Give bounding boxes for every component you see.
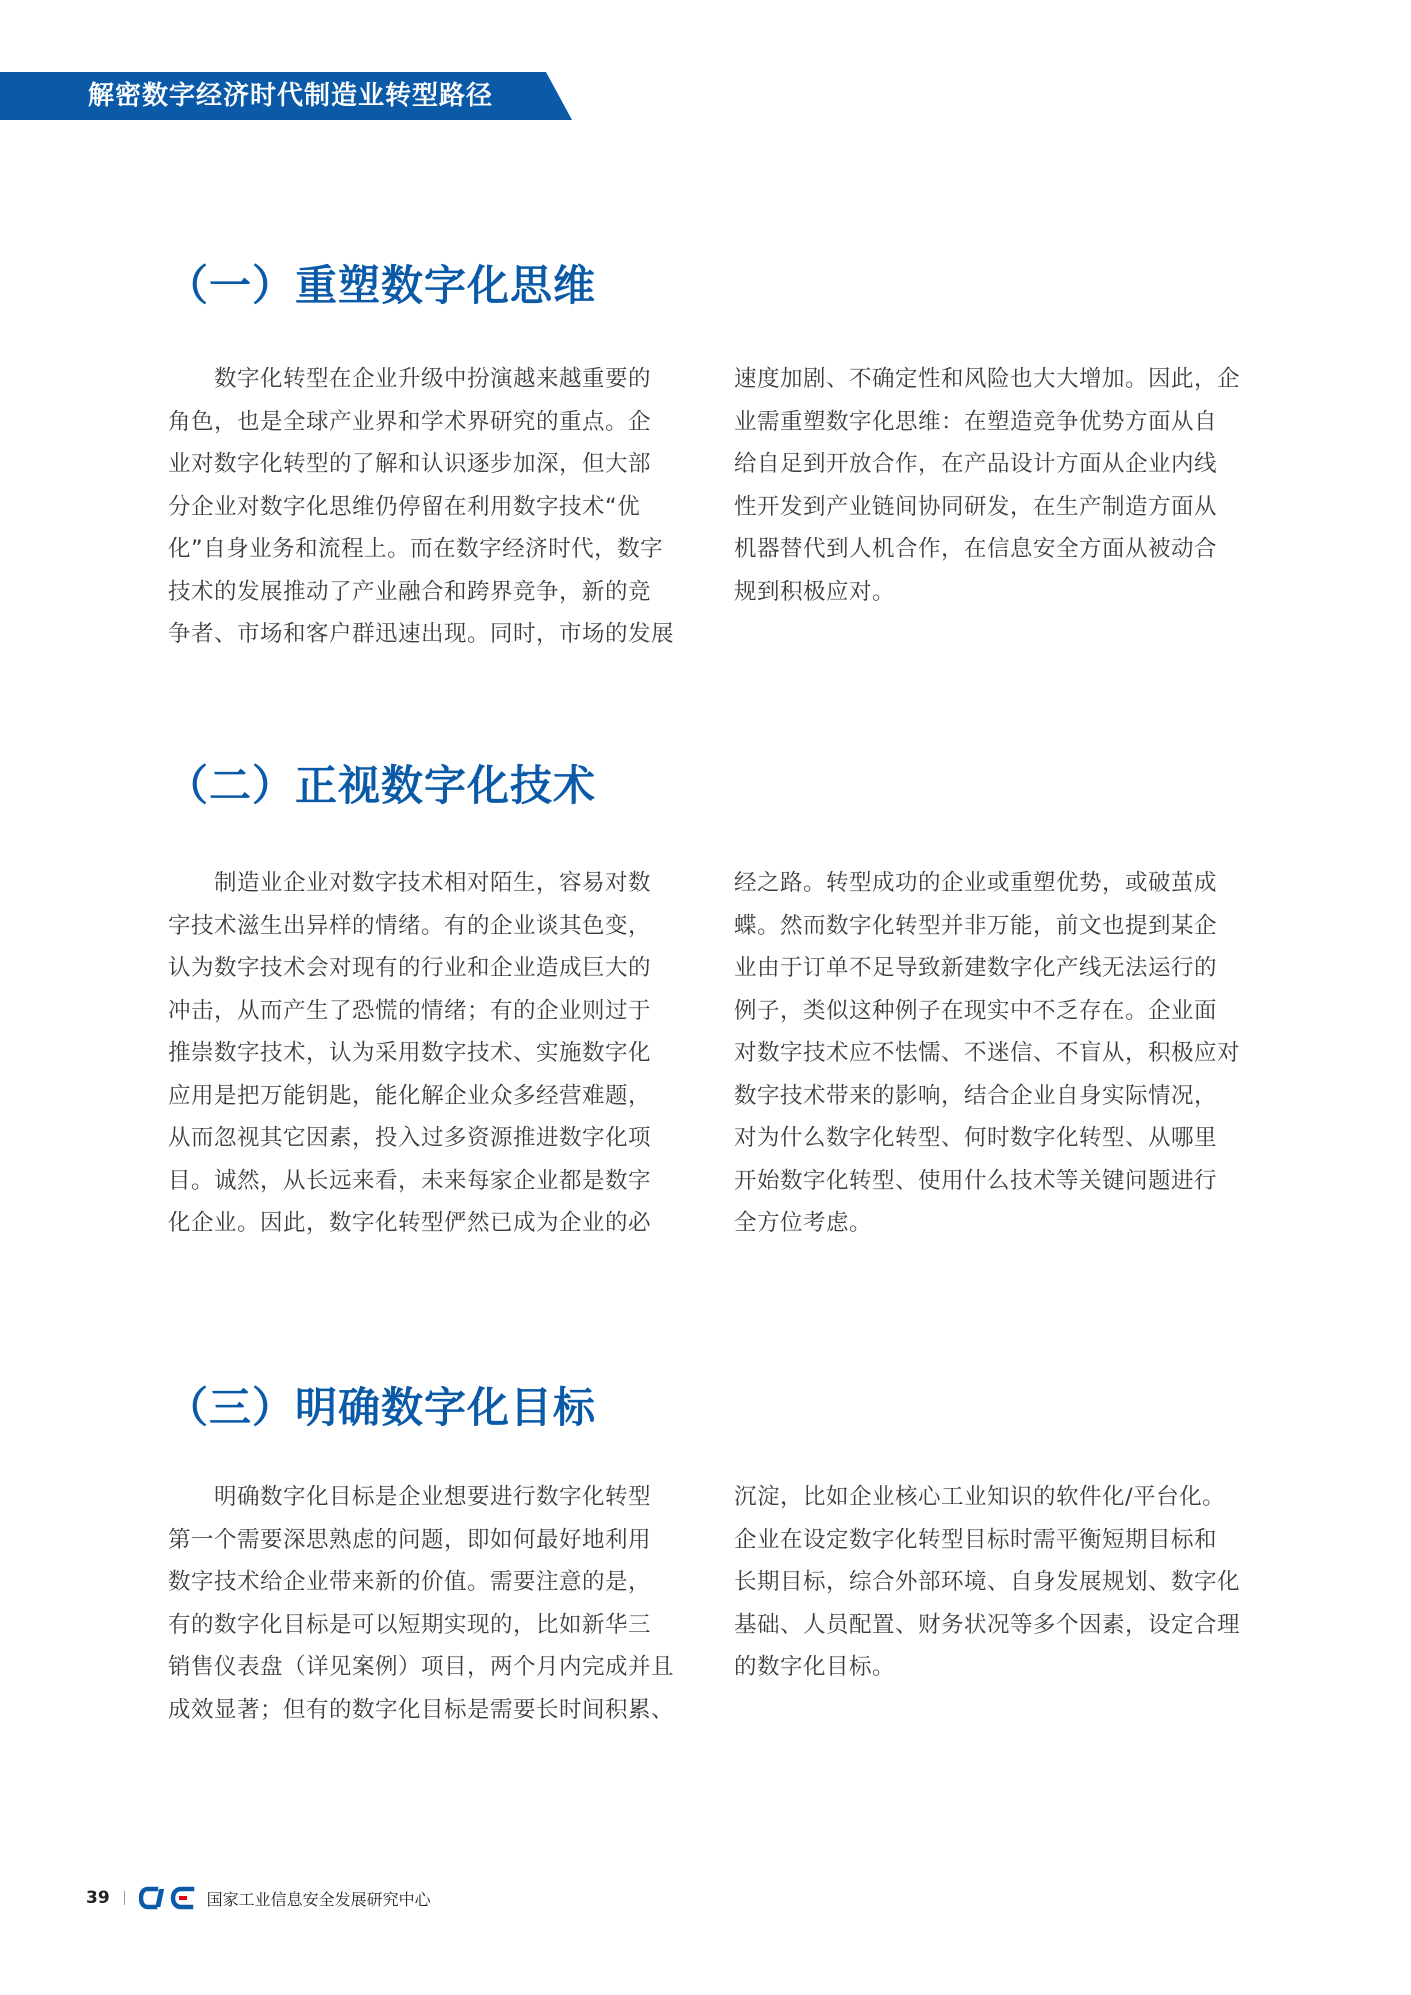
text-line: 数字化转型在企业升级中扮演越来越重要的 — [168, 366, 652, 392]
section-3-left-column — [168, 1476, 688, 1731]
section-1-left-column — [168, 358, 688, 656]
section-1-right-column — [734, 358, 1254, 613]
text-line: 冲击，从而产生了恐慌的情绪；有的企业则过于 — [168, 997, 652, 1024]
text-line: 分企业对数字化思维仍停留在利用数字技术“优 — [168, 493, 641, 520]
text-line: 开始数字化转型、使用什么技术等关键问题进行 — [734, 1167, 1218, 1194]
text-line: 对为什么数字化转型、何时数字化转型、从哪里 — [734, 1125, 1218, 1151]
text-line: 长期目标，综合外部环境、自身发展规划、数字化 — [734, 1569, 1241, 1595]
text-line: 争者、市场和客户群迅速出现。同时，市场的发展 — [168, 621, 675, 647]
text-line: 化”自身业务和流程上。而在数字经济时代，数字 — [168, 536, 664, 562]
text-line: 目。诚然，从长远来看，未来每家企业都是数字 — [168, 1167, 652, 1194]
text-line: 例子，类似这种例子在现实中不乏存在。企业面 — [734, 997, 1218, 1024]
text-line: 推崇数字技术，认为采用数字技术、实施数字化 — [168, 1040, 652, 1066]
running-header-title: 解密数字经济时代制造业转型路径 — [88, 81, 494, 111]
text-line: 规到积极应对。 — [734, 578, 896, 605]
page-footer — [86, 1883, 431, 1913]
organization-name: 国家工业信息安全发展研究中心 — [206, 1889, 431, 1909]
section-3-right-column — [734, 1476, 1254, 1689]
text-line: 销售仪表盘（详见案例）项目，两个月内完成并且 — [168, 1654, 675, 1680]
text-line: 制造业企业对数字技术相对陌生，容易对数 — [168, 870, 652, 896]
text-line: 业由于订单不足导致新建数字化产线无法运行的 — [734, 955, 1218, 981]
text-line: 字技术滋生出异样的情绪。有的企业谈其色变， — [168, 912, 652, 939]
text-line: 数字技术带来的影响，结合企业自身实际情况， — [734, 1082, 1218, 1109]
cic-logo-mark — [139, 1885, 197, 1911]
text-line: 认为数字技术会对现有的行业和企业造成巨大的 — [168, 955, 652, 981]
text-line: 成效显著；但有的数字化目标是需要长时间积累、 — [168, 1696, 675, 1723]
section-heading-1: （一）重塑数字化思维 — [166, 261, 597, 310]
text-line: 对数字技术应不怯懦、不迷信、不盲从，积极应对 — [734, 1040, 1241, 1066]
text-line: 蝶。然而数字化转型并非万能，前文也提到某企 — [734, 912, 1218, 939]
text-line: 数字技术给企业带来新的价值。需要注意的是， — [168, 1569, 652, 1595]
section-2-left-column — [168, 862, 688, 1245]
footer-divider — [124, 1891, 125, 1905]
text-line: 的数字化目标。 — [734, 1654, 896, 1680]
text-line: 第一个需要深思熟虑的问题，即如何最好地利用 — [168, 1526, 652, 1553]
section-2-right-column — [734, 862, 1254, 1245]
page-number: 39 — [86, 1888, 110, 1908]
text-line: 全方位考虑。 — [734, 1210, 873, 1236]
text-line: 经之路。转型成功的企业或重塑优势，或破茧成 — [734, 870, 1218, 896]
text-line: 给自足到开放合作，在产品设计方面从企业内线 — [734, 451, 1218, 477]
text-line: 性开发到产业链间协同研发，在生产制造方面从 — [734, 493, 1218, 520]
text-line: 有的数字化目标是可以短期实现的，比如新华三 — [168, 1611, 652, 1638]
text-line: 应用是把万能钥匙，能化解企业众多经营难题， — [168, 1082, 652, 1109]
section-heading-3: （三）明确数字化目标 — [166, 1383, 597, 1432]
text-line: 业对数字化转型的了解和认识逐步加深，但大部 — [168, 451, 652, 477]
text-line: 沉淀，比如企业核心工业知识的软件化/平台化。 — [734, 1484, 1226, 1510]
text-line: 化企业。因此，数字化转型俨然已成为企业的必 — [168, 1210, 652, 1236]
text-line: 机器替代到人机合作，在信息安全方面从被动合 — [734, 536, 1218, 562]
text-line: 明确数字化目标是企业想要进行数字化转型 — [168, 1484, 652, 1510]
text-line: 角色，也是全球产业界和学术界研究的重点。企 — [168, 408, 652, 435]
cic-logo — [139, 1883, 197, 1913]
text-line: 业需重塑数字化思维：在塑造竞争优势方面从自 — [734, 408, 1218, 435]
text-line: 从而忽视其它因素，投入过多资源推进数字化项 — [168, 1125, 652, 1151]
text-line: 速度加剧、不确定性和风险也大大增加。因此，企 — [734, 366, 1241, 392]
text-line: 企业在设定数字化转型目标时需平衡短期目标和 — [734, 1526, 1218, 1553]
text-line: 基础、人员配置、财务状况等多个因素，设定合理 — [734, 1611, 1241, 1638]
section-heading-2: （二）正视数字化技术 — [166, 761, 597, 810]
text-line: 技术的发展推动了产业融合和跨界竞争，新的竞 — [168, 578, 652, 605]
